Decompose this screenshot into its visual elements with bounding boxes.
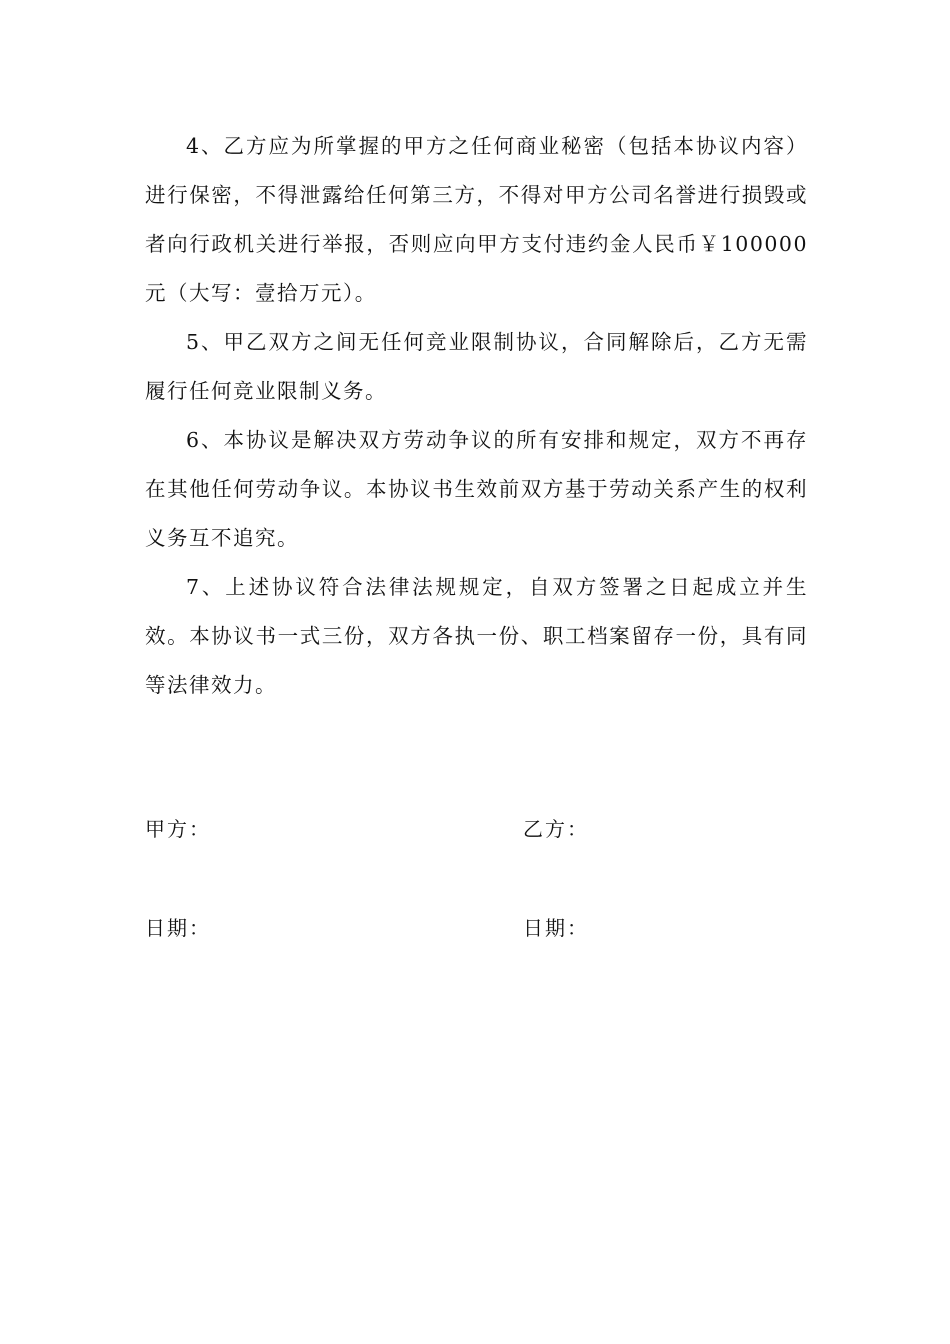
- party-a-date-label: 日期：: [145, 916, 211, 940]
- clause-7-effectiveness: 7、上述协议符合法律法规规定，自双方签署之日起成立并生效。本协议书一式三份，双方各执一份、职工档案留存一份，具有同等法律效力。: [145, 575, 808, 697]
- clause-6-dispute-settlement: 6、本协议是解决双方劳动争议的所有安排和规定，双方不再存在其他任何劳动争议。本协议书生效前双方基于劳动关系产生的权利义务互不追究。: [145, 428, 808, 550]
- agreement-clauses: [145, 122, 808, 710]
- clause-4-confidentiality: 4、乙方应为所掌握的甲方之任何商业秘密（包括本协议内容）进行保密，不得泄露给任何第三方，不得对甲方公司名誉进行损毁或者向行政机关进行举报，否则应向甲方支付违约金人民币￥100000元（大写：壹拾万元）。: [145, 134, 808, 305]
- party-a-signature-label: 甲方：: [145, 817, 211, 841]
- party-b-date-label: 日期：: [523, 916, 589, 940]
- clause-5-non-compete: 5、甲乙双方之间无任何竞业限制协议，合同解除后，乙方无需履行任何竞业限制义务。: [145, 330, 808, 403]
- party-b-signature-label: 乙方：: [523, 817, 589, 841]
